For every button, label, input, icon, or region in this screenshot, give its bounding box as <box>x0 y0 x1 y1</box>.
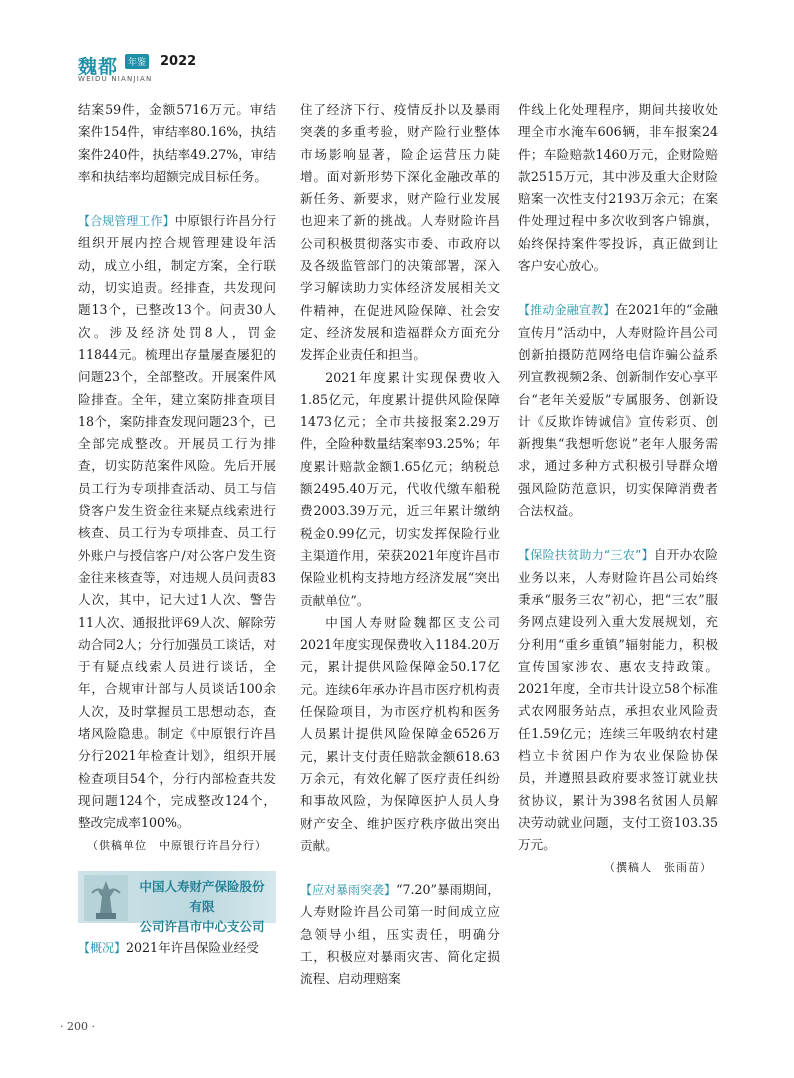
section-text-overview: 2021年许昌保险业经受 <box>126 939 259 955</box>
paragraph-judicial-stats: 结案59件，金额5716万元。审结案件154件，审结率80.16%，执结案件240件，执结率49.27%，审结率和执结率均超额完成目标任务。 <box>78 102 276 184</box>
statue-icon <box>84 875 128 921</box>
section-compliance <box>78 210 276 834</box>
paragraph-rainstorm-cont: 件线上化处理程序，期间共接收处理全市水淹车606辆，非车报案24件；车险赔款1460万元，企财险赔款2515万元，其中涉及重大企财险赔案一次性支付2193万余元；在案件处理过程中多次收到客户锦旗，始终保持案件零投诉，真正做到让客户安心放心。 <box>518 102 718 274</box>
section-overview <box>78 937 276 959</box>
credit-line-bank: （供稿单位 中原银行许昌分行） <box>87 838 267 852</box>
section-text-compliance: 中原银行许昌分行组织开展内控合规管理建设年活动，成立小组，制定方案，全行联动，切实追责。经排查，共发现问题13个，已整改13个。问责30人次。涉及经济处罚8人，罚金11844元。梳理出存量屡查屡犯的问题23个，全部整改。开展案件风险排查。全年，建立案防排查项目18个，案防排查发现问题23个，已全部完成整改。开展员工行为排查，切实防范案件风险。先后开展员工行为专项排查活动、员工与信贷客户发生资金往来疑点线索进行核查、员工行为专项排查、员工行外账户与授信客户/对公客户发生资金往来核查等，对违规人员问责83人次，其中，记大过1人次、警告11人次、通报批评69人次、解除劳动合同2人；分行加强员工谈话，对于有疑点线索人员进行谈话，全年，合规审计部与人员谈话100余人次，及时掌握员工思想动态，查堵风险隐患。制定《中原银行许昌分行2021年检查计划》，组织开展检查项目54个，分行内部检查共发现问题124个，完成整改124个，整改完成率100%。 <box>78 213 276 831</box>
section-rural-support <box>518 544 718 856</box>
credit-line-author: （撰稿人 张雨苗） <box>604 860 712 874</box>
yearbook-header <box>78 52 208 88</box>
section-finance-education <box>518 299 718 522</box>
column-3 <box>518 99 718 879</box>
section-text-finance-education: 在2021年的“金融宣传月”活动中，人寿财险许昌公司创新拍摄防范网络电信诈骗公益系列宣教视频2条、创新制作安心享平台“老年关爱版”专属服务、创新设计《反欺诈铸诚信》宣传彩页、创新搜集“我想听您说”老年人服务需求，通过多种方式积极引导群众增强风险防范意识，切实保障消费者合法权益。 <box>518 302 718 519</box>
page-number: · 200 · <box>60 1020 95 1033</box>
column-1 <box>78 99 276 959</box>
section-tag-rural-support: 【保险扶贫助力“三农”】 <box>518 548 654 563</box>
section-tag-overview: 【概况】 <box>78 940 127 955</box>
section-text-rainstorm: “7.20”暴雨期间，人寿财险许昌公司第一时间成立应急领导小组，压实责任，明确分工，积极应对暴雨灾害、简化定损流程、启动理赔案 <box>300 882 500 987</box>
yearbook-logo-title: 魏都 <box>78 56 119 78</box>
section-tag-compliance: 【合规管理工作】 <box>78 214 175 229</box>
banner-line-2: 公司许昌市中心支公司 <box>139 918 265 934</box>
yearbook-logo-subtitle: WEIDU NIANJIAN <box>78 75 153 83</box>
yearbook-logo-badge: 年鉴 <box>125 54 149 69</box>
paragraph-weidu-branch: 中国人寿财险魏都区支公司2021年度实现保费收入1184.20万元，累计提供风险保障金50.17亿元。连续6年承办许昌市医疗机构责任保险项目，为市医疗机构和医务人员累计提供风险保障金6526万元，累计支付责任赔款金额618.63万余元，有效化解了医疗责任纠纷和事故风险，为保障医护人员人身财产安全、维护医疗秩序做出突出贡献。 <box>300 614 500 853</box>
section-rainstorm <box>300 879 500 990</box>
section-tag-finance-education: 【推动金融宣教】 <box>518 303 616 318</box>
column-2 <box>300 99 500 991</box>
banner-company-name <box>134 877 270 937</box>
banner-line-1: 中国人寿财产保险股份有限 <box>139 878 265 914</box>
section-tag-rainstorm: 【应对暴雨突袭】 <box>300 883 397 898</box>
paragraph-overview-cont: 住了经济下行、疫情反扑以及暴雨突袭的多重考验，财产险行业整体市场影响显著，险企运营压力陡增。面对新形势下深化金融改革的新任务、新要求，财产险行业发展也迎来了新的挑战。人寿财险许昌公司积极贯彻落实市委、市政府以及各级监管部门的决策部署，深入学习解读助力实体经济发展相关文件精神，在促进风险保障、社会安定、经济发展和造福群众方面充分发挥企业责任和担当。 <box>300 102 500 363</box>
section-text-rural-support: 自开办农险业务以来，人寿财险许昌公司始终秉承“服务三农”初心，把“三农”服务网点建设列入重大发展规划，充分利用“重乡重镇”辐射能力，积极宣传国家涉农、惠农支持政策。2021年度，全市共计设立58个标准式农网服务站点，承担农业风险责任1.59亿元；连续三年吸纳农村建档立卡贫困户作为农业保险协保员，并遵照县政府要求签订就业扶贫协议，累计为398名贫困人员解决劳动就业问题，支付工资103.35万元。 <box>518 547 719 853</box>
yearbook-year: 2022 <box>160 54 197 69</box>
paragraph-annual-stats: 2021年度累计实现保费收入1.85亿元，年度累计提供风险保障1473亿元；全市共接报案2.29万件，全险种数量结案率93.25%；年度累计赔款金额1.65亿元；纳税总额2495.40万元，代收代缴车船税费2003.39万元，近三年累计缴纳税金0.99亿元，切实发挥保险行业主渠道作用，荣获2021年度许昌市保险业机构支持地方经济发展“突出贡献单位”。 <box>300 369 500 608</box>
company-banner <box>78 871 276 934</box>
